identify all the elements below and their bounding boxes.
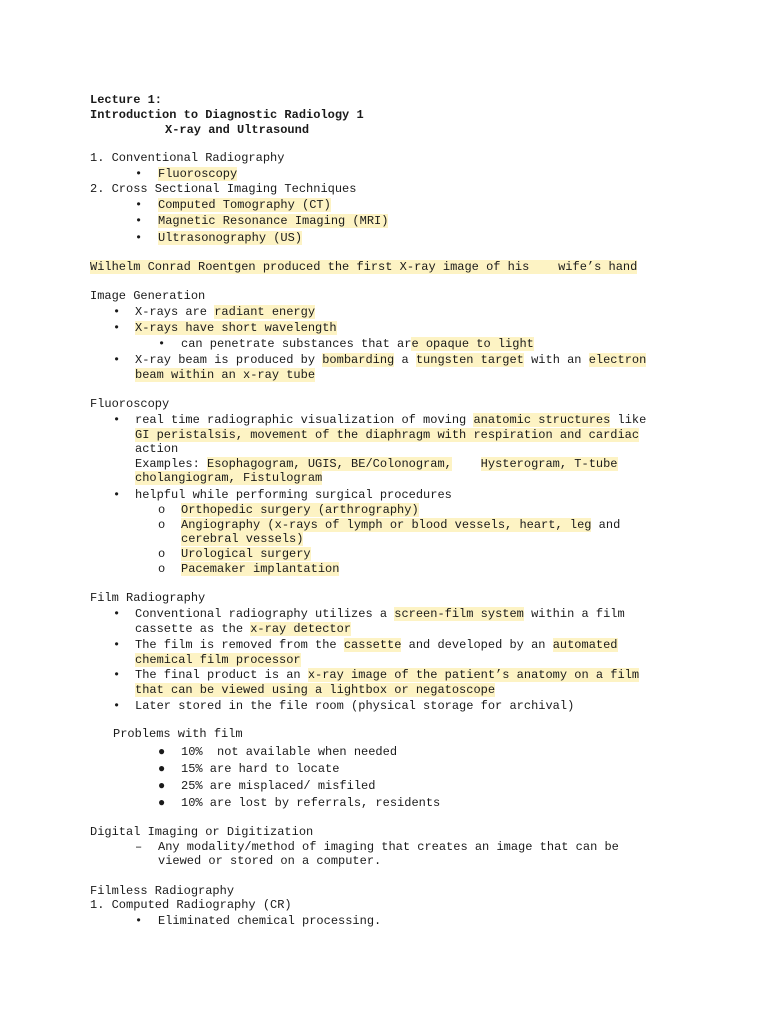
list-item: Conventional radiography utilizes a screen-film system within a film xyxy=(135,607,625,621)
document-title: Introduction to Diagnostic Radiology 1 xyxy=(90,108,364,122)
list-item-continued: cassette as the x-ray detector xyxy=(135,622,352,636)
list-item: can penetrate substances that are opaque to light xyxy=(181,337,534,351)
bullet-icon: • xyxy=(113,488,121,502)
outline-sub-mri: Magnetic Resonance Imaging (MRI) xyxy=(158,214,389,228)
sub-list-item-continued: cerebral vessels) xyxy=(181,532,304,546)
bullet-icon: • xyxy=(135,231,143,245)
dash-bullet-icon: – xyxy=(135,840,143,854)
bullet-icon: • xyxy=(113,668,121,682)
list-item: The final product is an x-ray image of the patient’s anatomy on a film xyxy=(135,668,640,682)
bullet-icon: • xyxy=(113,607,121,621)
list-item: The film is removed from the cassette and developed by an automated xyxy=(135,638,618,652)
sub-list-item: Orthopedic surgery (arthrography) xyxy=(181,503,419,517)
list-item: real time radiographic visualization of moving anatomic structures like xyxy=(135,413,647,427)
outline-item-2: 2. Cross Sectional Imaging Techniques xyxy=(90,182,357,196)
bullet-icon: • xyxy=(135,914,143,928)
section-heading-filmless-radiography: Filmless Radiography xyxy=(90,884,235,898)
sub-list-item: Pacemaker implantation xyxy=(181,562,340,576)
list-item: Later stored in the file room (physical storage for archival) xyxy=(135,699,575,713)
circle-bullet-icon: o xyxy=(158,518,166,532)
lecture-label: Lecture 1: xyxy=(90,93,163,107)
list-item-continued: that can be viewed using a lightbox or negatoscope xyxy=(135,683,496,697)
problem-item: 25% are misplaced/ misfiled xyxy=(181,779,376,793)
list-item-continued: beam within an x-ray tube xyxy=(135,368,316,382)
examples-line: Examples: Esophagogram, UGIS, BE/Colonogram, Hysterogram, T-tube xyxy=(135,457,618,471)
list-item: X-rays are radiant energy xyxy=(135,305,316,319)
document-subtitle: X-ray and Ultrasound xyxy=(165,123,310,137)
list-item: X-ray beam is produced by bombarding a tungsten target with an electron xyxy=(135,353,647,367)
bullet-icon: • xyxy=(158,337,166,351)
bullet-icon: • xyxy=(113,699,121,713)
bullet-icon: • xyxy=(113,413,121,427)
circle-bullet-icon: o xyxy=(158,503,166,517)
sub-list-item: Angiography (x-rays of lymph or blood vessels, heart, leg and xyxy=(181,518,621,532)
problem-item: 15% are hard to locate xyxy=(181,762,340,776)
outline-sub-us: Ultrasonography (US) xyxy=(158,231,303,245)
circle-bullet-icon: o xyxy=(158,562,166,576)
outline-sub-ct: Computed Tomography (CT) xyxy=(158,198,331,212)
list-item: Any modality/method of imaging that creates an image that can be xyxy=(158,840,619,854)
roentgen-statement: Wilhelm Conrad Roentgen produced the first X-ray image of his wife’s hand xyxy=(90,260,638,274)
list-item: X-rays have short wavelength xyxy=(135,321,337,335)
filmless-item-1: 1. Computed Radiography (CR) xyxy=(90,898,292,912)
section-heading-film-radiography: Film Radiography xyxy=(90,591,206,605)
sub-list-item: Urological surgery xyxy=(181,547,311,561)
problems-heading: Problems with film xyxy=(113,727,243,741)
list-item: helpful while performing surgical procedures xyxy=(135,488,452,502)
section-heading-image-generation: Image Generation xyxy=(90,289,206,303)
section-heading-digital-imaging: Digital Imaging or Digitization xyxy=(90,825,314,839)
bullet-icon: • xyxy=(135,198,143,212)
outline-sub-fluoroscopy: Fluoroscopy xyxy=(158,167,238,181)
outline-item-1: 1. Conventional Radiography xyxy=(90,151,285,165)
filled-bullet-icon: ● xyxy=(158,762,166,776)
list-item-continued: action xyxy=(135,442,179,456)
list-item-continued: GI peristalsis, movement of the diaphragm with respiration and cardiac xyxy=(135,428,640,442)
problem-item: 10% not available when needed xyxy=(181,745,398,759)
section-heading-fluoroscopy: Fluoroscopy xyxy=(90,397,170,411)
circle-bullet-icon: o xyxy=(158,547,166,561)
bullet-icon: • xyxy=(113,353,121,367)
examples-line-continued: cholangiogram, Fistulogram xyxy=(135,471,323,485)
list-item-continued: chemical film processor xyxy=(135,653,301,667)
bullet-icon: • xyxy=(113,321,121,335)
list-item: Eliminated chemical processing. xyxy=(158,914,382,928)
bullet-icon: • xyxy=(135,167,143,181)
problem-item: 10% are lost by referrals, residents xyxy=(181,796,441,810)
filled-bullet-icon: ● xyxy=(158,796,166,810)
filled-bullet-icon: ● xyxy=(158,745,166,759)
bullet-icon: • xyxy=(113,638,121,652)
list-item-continued: viewed or stored on a computer. xyxy=(158,854,382,868)
bullet-icon: • xyxy=(113,305,121,319)
filled-bullet-icon: ● xyxy=(158,779,166,793)
bullet-icon: • xyxy=(135,214,143,228)
